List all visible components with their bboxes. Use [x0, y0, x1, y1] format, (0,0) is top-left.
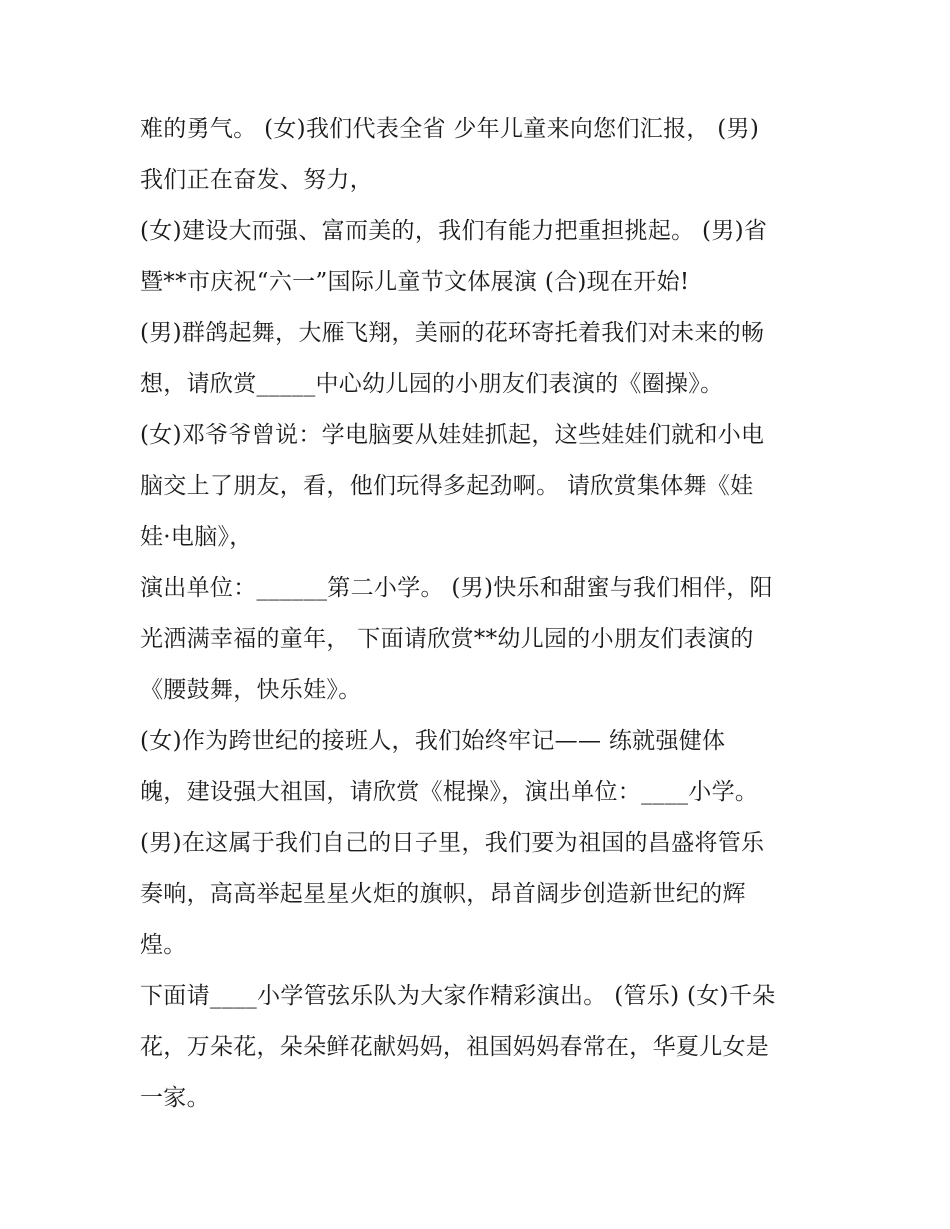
text-line: 暨**市庆祝“六一”国际儿童节文体展演 (合)现在开始!: [140, 269, 690, 295]
text-line: 花，万朵花，朵朵鲜花献妈妈，祖国妈妈春常在，华夏儿女是: [140, 1034, 770, 1060]
text-line: (女)建设大而强、富而美的，我们有能力把重担挑起。 (男)省: [140, 218, 768, 244]
text-line: 我们正在奋发、努力，: [140, 167, 373, 193]
text-line: 脑交上了朋友，看，他们玩得多起劲啊。 请欣赏集体舞《娃: [140, 473, 754, 499]
text-line: (男)在这属于我们自己的日子里，我们要为祖国的昌盛将管乐: [140, 830, 765, 856]
text-line: 煌。: [140, 932, 187, 958]
text-line: 演出单位：______第二小学。 (男)快乐和甜蜜与我们相伴，阳: [140, 575, 773, 601]
text-line: 《腰鼓舞，快乐娃》。: [140, 677, 362, 703]
text-line: (女)邓爷爷曾说：学电脑要从娃娃抓起，这些娃娃们就和小电: [140, 422, 765, 448]
text-line: (男)群鸽起舞，大雁飞翔，美丽的花环寄托着我们对未来的畅: [140, 320, 765, 346]
text-line: (女)作为跨世纪的接班人，我们始终牢记—— 练就强健体: [140, 728, 726, 754]
text-line: 奏响，高高举起星星火炬的旗帜，昂首阔步创造新世纪的辉: [140, 881, 746, 907]
text-line: 难的勇气。 (女)我们代表全省 少年儿童来向您们汇报， (男): [140, 116, 760, 142]
text-line: 下面请____小学管弦乐队为大家作精彩演出。 (管乐) (女)千朵: [140, 983, 776, 1009]
text-line: 娃·电脑》，: [140, 524, 253, 550]
text-line: 想，请欣赏_____中心幼儿园的小朋友们表演的《圈操》。: [140, 371, 724, 397]
text-line: 一家。: [140, 1085, 210, 1111]
text-line: 光洒满幸福的童年， 下面请欣赏**幼儿园的小朋友们表演的: [140, 626, 754, 652]
document-body: [140, 104, 820, 1124]
text-line: 魄，建设强大祖国，请欣赏《棍操》，演出单位：____小学。: [140, 779, 759, 805]
